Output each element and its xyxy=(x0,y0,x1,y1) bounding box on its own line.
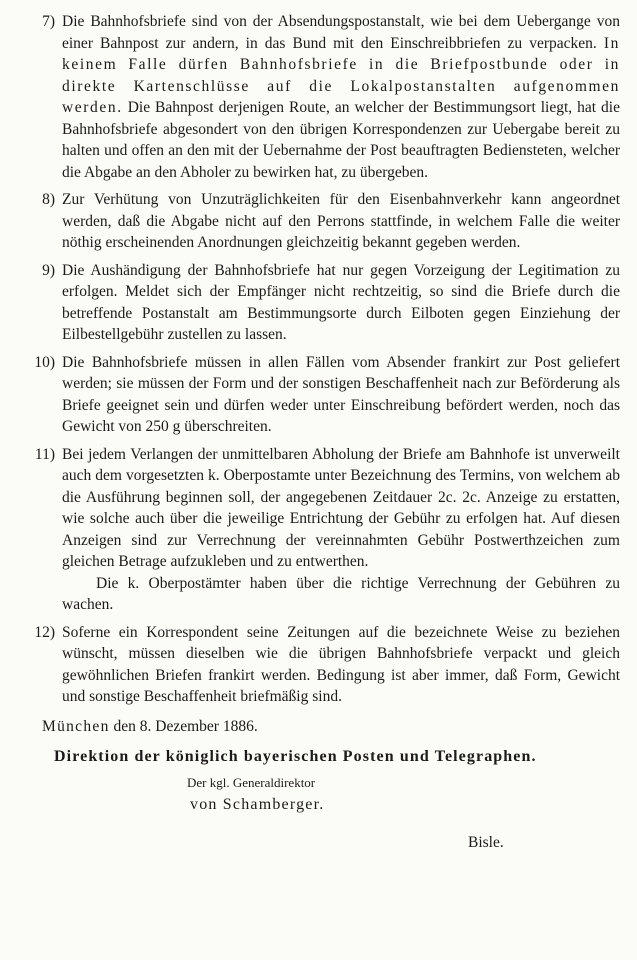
item-text-start: Die Bahnhofsbriefe sind von der Absendungspostanstalt, wie bei dem Uebergange von einer Bahnpost zur andern, in das Bund mit den Einschreibbriefen zu verpacken. xyxy=(62,13,620,52)
item-number: 10) xyxy=(34,353,55,371)
decree-item-7 xyxy=(0,11,637,183)
decree-item-8 xyxy=(0,189,637,254)
decree-item-10 xyxy=(0,352,637,438)
item-paragraph: Die Bahnhofsbriefe müssen in allen Fällen vom Absender frankirt zur Post geliefert werden; sie müssen der Form und der sonstigen Beschaffenheit nach zur Beförderung als Briefe geeignet sein und dürfen weder unter Einschreibung befördert werden, noch das Gewicht von 250 g überschreiten. xyxy=(62,353,620,435)
item-number: 7) xyxy=(42,13,55,30)
dateline-date: den 8. Dezember 1886. xyxy=(113,717,258,735)
item-paragraph: Zur Verhütung von Unzuträglichkeiten für den Eisenbahnverkehr kann angeordnet werden, daß die Abgabe nicht auf den Perrons stattfinde, in welchem Falle die weiter nöthig erscheinenden Anordnungen gleichzeitig bekannt gegeben werden. xyxy=(62,191,620,251)
countersignature: Bisle. xyxy=(468,834,504,851)
item-number: 8) xyxy=(42,191,55,208)
issuing-authority: Direktion der königlich bayerischen Posten und Telegraphen. xyxy=(54,748,537,765)
item-text-emphasis: In keinem Falle dürfen Bahnhofsbriefe in die Briefpostbunde oder in direkte Kartenschlüsse auf die Lokalpostanstalten aufgenommen werden. xyxy=(62,34,621,116)
signer-name: von Schamberger. xyxy=(190,795,325,813)
dateline-place: München xyxy=(42,717,110,735)
decree-item-11 xyxy=(0,444,637,616)
item-subparagraph: Die k. Oberpostämter haben über die richtige Verrechnung der Gebühren zu wachen. xyxy=(62,574,620,613)
decree-item-12 xyxy=(0,622,637,708)
decree-item-9 xyxy=(0,260,637,346)
item-paragraph: Bei jedem Verlangen der unmittelbaren Abholung der Briefe am Bahnhofe ist unverweilt auch dem vorgesetzten k. Oberpostamte unter Bezeichnung des Termins, von welchem ab die Ausführung beginnen soll, der angegebenen Zeitdauer 2c. 2c. Anzeige zu erstatten, wie solche auch über die jeweilige Entrichtung der Gebühr zu erfolgen hat. Auf diesen Anzeigen sind zur Verrechnung der vereinnahmten Gebühr Postwerthzeichen zum gleichen Betrage aufzukleben und zu entwerthen. xyxy=(62,445,620,570)
item-paragraph: Die Aushändigung der Bahnhofsbriefe hat nur gegen Vorzeigung der Legitimation zu erfolgen. Meldet sich der Empfänger nicht rechtzeitig, so sind die Briefe durch die betreffende Postanstalt am Bestimmungsorte durch Eilboten gegen Einziehung der Eilbestellgebühr zustellen zu lassen. xyxy=(62,261,620,343)
signer-title: Der kgl. Generaldirektor xyxy=(187,774,316,790)
dateline xyxy=(42,716,637,738)
item-number: 9) xyxy=(42,261,55,279)
item-number: 11) xyxy=(34,445,55,463)
item-number: 12) xyxy=(34,623,55,641)
item-text-end: Die Bahnpost derjenigen Route, an welcher der Bestimmungsort liegt, hat die Bahnhofsbriefe abgesondert von den übrigen Korrespondenzen zur Uebergabe bereit zu halten und offen an den mit der Uebernahme der Post beauftragten Bediensteten, welcher die Abgabe an den Abholer zu bewirken hat, zu übergeben. xyxy=(62,99,620,181)
item-paragraph xyxy=(62,11,620,183)
item-paragraph: Soferne ein Korrespondent seine Zeitungen auf die bezeichnete Weise zu beziehen wünscht, müssen dieselben wie die übrigen Bahnhofsbriefe verpackt und gleich gewöhnlichen Briefen frankirt werden. Bedingung ist aber immer, daß Form, Gewicht und sonstige Beschaffenheit briefmäßig sind. xyxy=(62,623,620,705)
